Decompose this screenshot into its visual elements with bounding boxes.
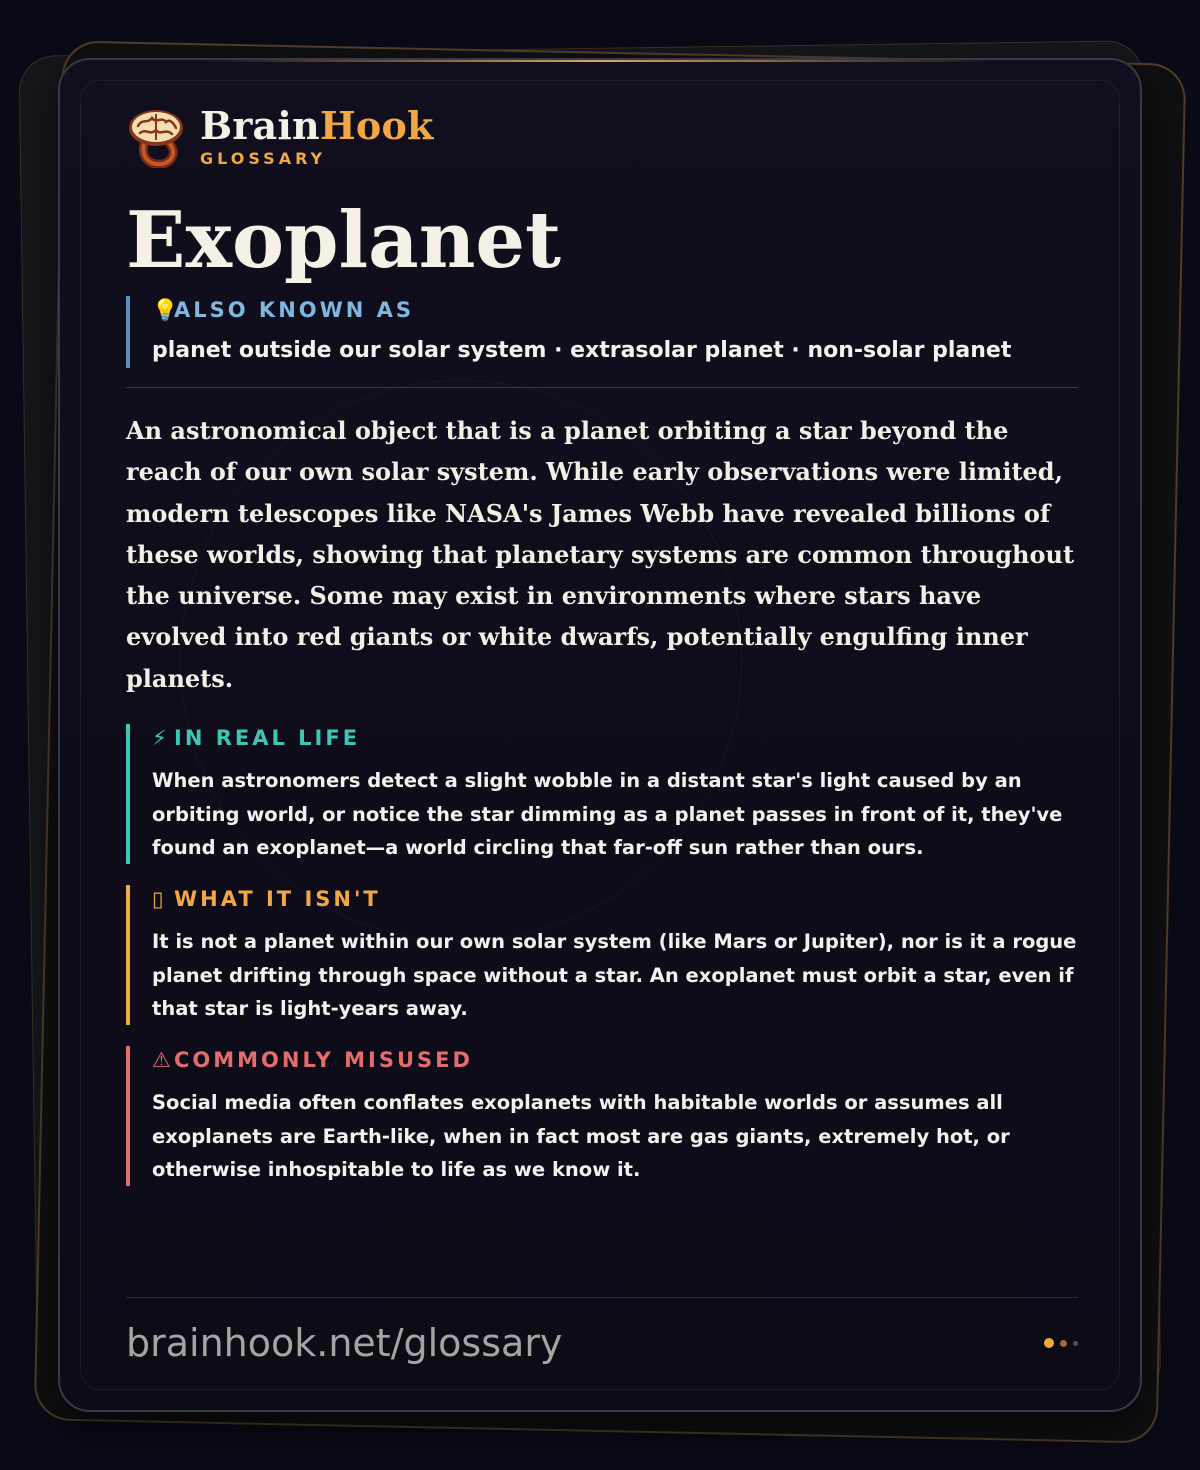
also-known-as-section: [126, 296, 1078, 368]
card-top-glow: [200, 60, 1000, 62]
brain-hook-logo-icon: [126, 106, 186, 168]
dot: [1060, 1340, 1067, 1347]
commonly-misused-heading-text: COMMONLY MISUSED: [174, 1048, 473, 1072]
in-real-life-heading-text: IN REAL LIFE: [174, 726, 361, 750]
commonly-misused-text: Social media often conflates exoplanets with habitable worlds or assumes all exoplanets are Earth-like, when in fact most are gas giants, extremely hot, or otherwise inhospitable to life as we know it.: [152, 1091, 1010, 1181]
also-known-as-text: planet outside our solar system · extrasolar planet · non-solar planet: [152, 338, 1012, 363]
lightbulb-icon: 💡: [152, 298, 179, 322]
brand-name: [200, 103, 434, 148]
no-entry-icon: ▯: [152, 887, 164, 911]
definition-text: An astronomical object that is a planet orbiting a star beyond the reach of our own solar system. While early observations were limited, modern telescopes like NASA's James Webb have revealed billions of these worlds, showing that planetary systems are common throughout the universe. Some may exist in environments where stars have evolved into red giants or white dwarfs, potentially engulfing inner planets.: [126, 416, 1075, 693]
what-it-isnt-heading-text: WHAT IT ISN'T: [174, 887, 381, 911]
lightning-icon: ⚡: [152, 726, 167, 750]
in-real-life-heading: [152, 724, 1086, 752]
brand-name-brain: Brain: [200, 103, 320, 148]
pagination-dots: [1038, 1338, 1078, 1348]
commonly-misused-section: [126, 1046, 1086, 1186]
what-it-isnt-section: [126, 885, 1086, 1025]
warning-icon: ⚠: [152, 1048, 171, 1072]
brand-name-hook: Hook: [319, 103, 434, 148]
footer-divider: [126, 1297, 1078, 1298]
glossary-card: [58, 58, 1142, 1412]
commonly-misused-heading: [152, 1046, 1086, 1074]
term-title: Exoplanet: [126, 195, 562, 286]
also-known-as-heading-text: ALSO KNOWN AS: [174, 298, 415, 322]
footer-url: brainhook.net/glossary: [126, 1321, 563, 1365]
section-divider: [126, 387, 1078, 388]
brand-subtitle: GLOSSARY: [200, 149, 327, 168]
what-it-isnt-heading: [152, 885, 1086, 913]
what-it-isnt-text: It is not a planet within our own solar system (like Mars or Jupiter), nor is it a rogue planet drifting through space without a star. An exoplanet must orbit a star, even if that star is light-years away.: [152, 930, 1077, 1020]
also-known-as-heading: [152, 296, 1078, 324]
in-real-life-text: When astronomers detect a slight wobble in a distant star's light caused by an orbiting world, or notice the star dimming as a planet passes in front of it, they've found an exoplanet—a world circling that far-off sun rather than ours.: [152, 769, 1063, 859]
in-real-life-section: [126, 724, 1086, 864]
dot-active: [1044, 1338, 1054, 1348]
brand-text: [200, 103, 434, 168]
brand-header: [126, 103, 434, 168]
dot: [1073, 1341, 1078, 1346]
